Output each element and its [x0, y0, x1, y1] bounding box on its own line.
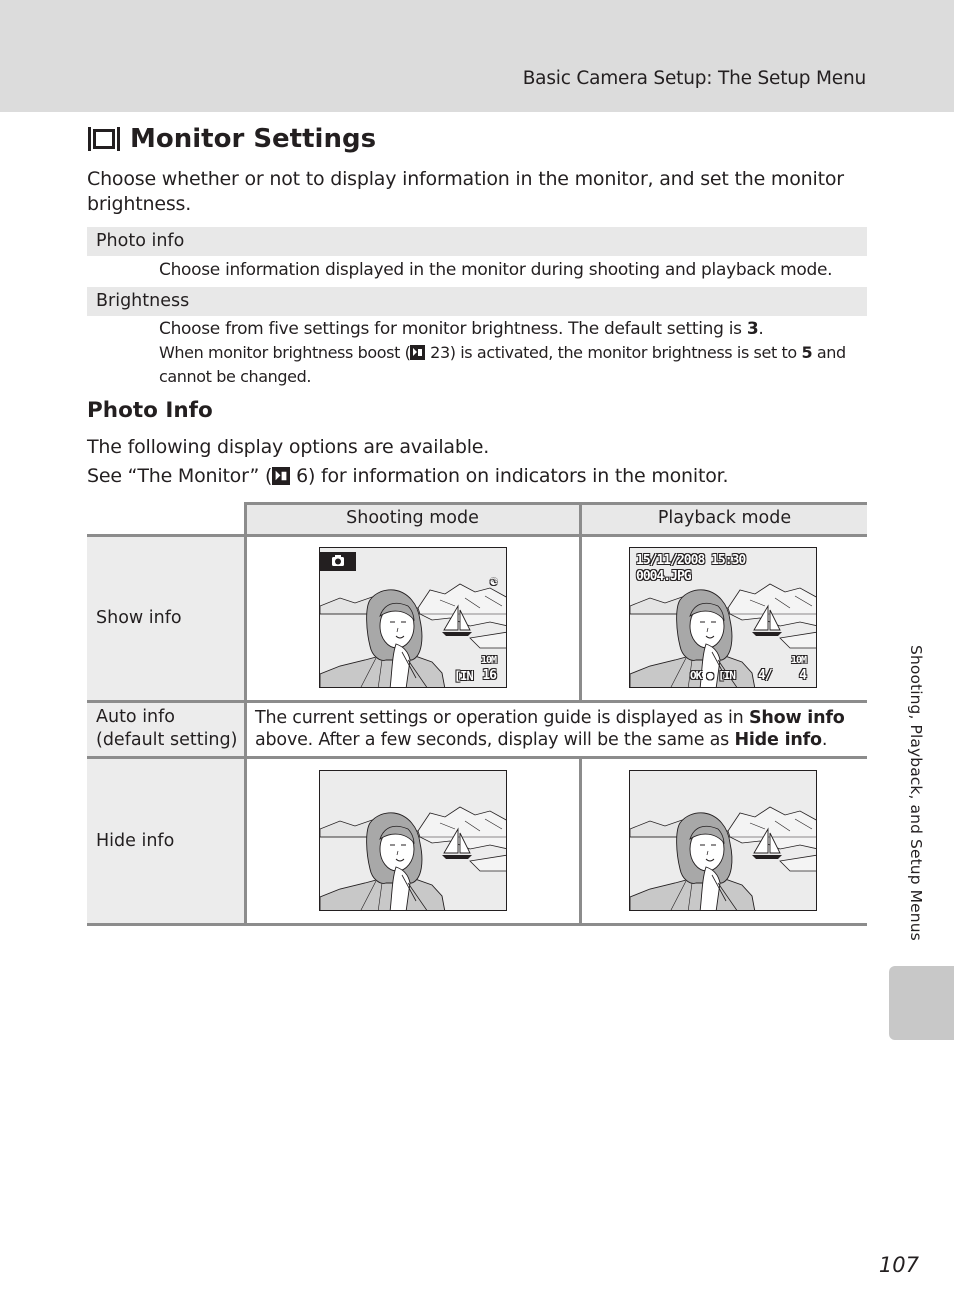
- page-number: 107: [878, 1253, 919, 1277]
- side-tab-marker: [889, 966, 954, 1040]
- row-divider: [87, 923, 867, 926]
- column-header-playback: Playback mode: [582, 505, 867, 535]
- header-band: [0, 0, 954, 112]
- row-label-hide-info: Hide info: [87, 759, 245, 923]
- image-size-indicator: 10M: [790, 655, 806, 666]
- auto-info-desc: The current settings or operation guide is displayed as in Show info above. After a few seconds, display will be the same as Hide info.: [255, 708, 845, 750]
- side-tab-label: Shooting, Playback, and Setup Menus: [907, 645, 925, 941]
- monitor-illustration: [320, 771, 507, 911]
- photo-info-line1: The following display options are available.: [87, 436, 490, 458]
- page-reference-icon: [272, 467, 290, 485]
- option-brightness-label: Brightness: [87, 287, 867, 316]
- monitor-settings-icon: [87, 126, 121, 152]
- option-brightness-desc: Choose from five settings for monitor brightness. The default setting is 3.: [159, 319, 764, 339]
- photo-info-title: Photo Info: [87, 398, 213, 423]
- option-brightness-note: When monitor brightness boost ( 23) is activated, the monitor brightness is set to 5 and cannot be changed.: [159, 343, 846, 386]
- option-photo-info-desc: Choose information displayed in the monitor during shooting and playback mode.: [159, 260, 833, 280]
- option-photo-info-label: Photo info: [87, 227, 867, 256]
- column-divider: [244, 502, 247, 925]
- column-divider: [579, 759, 582, 925]
- row-label-show-info: Show info: [87, 537, 245, 700]
- column-header-shooting: Shooting mode: [246, 505, 579, 535]
- column-divider: [579, 505, 582, 703]
- playback-datetime: 15/11/2008 15:30: [636, 553, 746, 568]
- section-title-text: Monitor Settings: [130, 124, 377, 154]
- internal-memory-icon: [IN: [454, 669, 473, 683]
- exposures-remaining: 16: [482, 668, 496, 683]
- playback-counter-total: 4: [799, 668, 806, 683]
- image-size-indicator: 10M: [480, 655, 496, 666]
- monitor-illustration: [630, 771, 817, 911]
- playback-show-info-screen: [629, 547, 817, 688]
- row-label-auto-info: Auto info (default setting): [87, 703, 245, 756]
- vr-icon: ☯: [490, 575, 496, 588]
- chapter-title: Basic Camera Setup: The Setup Menu: [522, 68, 866, 89]
- photo-info-line2: See “The Monitor” ( 6) for information on indicators in the monitor.: [87, 465, 729, 487]
- page-reference-icon: [410, 345, 425, 360]
- playback-hide-info-screen: [629, 770, 817, 911]
- playback-filename: 0004.JPG: [636, 569, 691, 584]
- playback-counter-current: 4/: [758, 668, 772, 683]
- shooting-hide-info-screen: [319, 770, 507, 911]
- shooting-show-info-screen: [319, 547, 507, 688]
- intro-text: Choose whether or not to display information in the monitor, and set the monitor brightness.: [87, 168, 844, 215]
- camera-mode-icon: [320, 552, 356, 571]
- section-title: [87, 124, 376, 154]
- playback-status-icons: OK ● [IN: [690, 669, 735, 682]
